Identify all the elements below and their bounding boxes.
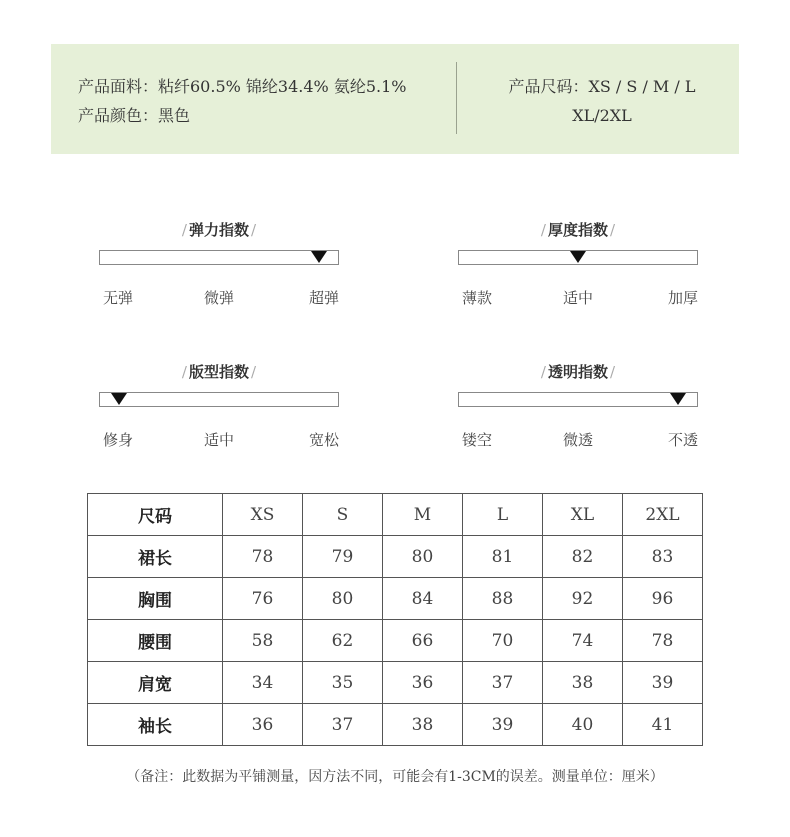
indicator-bar [99, 392, 339, 407]
fabric-text: 产品面料：粘纤60.5% 锦纶34.4% 氨纶5.1% [78, 77, 407, 96]
table-header-cell: 2XL [623, 494, 703, 536]
indicator-label-high: 加厚 [667, 289, 698, 307]
table-header-cell: 尺码 [88, 494, 223, 536]
indicator-title: / 透明指数 / [540, 363, 616, 381]
indicator-marker [311, 251, 327, 263]
table-cell: 88 [463, 578, 543, 620]
table-cell: 76 [223, 578, 303, 620]
table-header-cell: M [383, 494, 463, 536]
indicator-label-low: 薄款 [462, 289, 493, 307]
sizes-text-line1: 产品尺码：XS / S / M / L [508, 77, 696, 96]
table-row-label: 肩宽 [88, 662, 223, 704]
indicator-label-low: 无弹 [103, 289, 134, 307]
table-cell: 74 [543, 620, 623, 662]
indicator-bar [458, 392, 698, 407]
indicator-label-mid: 微弹 [203, 289, 235, 307]
table-row [88, 536, 703, 578]
indicator-label-mid: 适中 [203, 431, 235, 449]
indicator-elasticity [99, 219, 339, 309]
indicator-label-low: 修身 [103, 431, 134, 449]
table-cell: 70 [463, 620, 543, 662]
table-cell: 92 [543, 578, 623, 620]
table-cell: 39 [623, 662, 703, 704]
indicator-title-text: 透明指数 [547, 363, 608, 381]
table-cell: 41 [623, 704, 703, 746]
indicator-title: / 版型指数 / [181, 363, 257, 381]
table-row [88, 578, 703, 620]
indicator-title-text: 版型指数 [188, 363, 249, 381]
indicator-bar [99, 250, 339, 265]
table-cell: 39 [463, 704, 543, 746]
table-row [88, 704, 703, 746]
indicator-label-low: 镂空 [462, 431, 493, 449]
table-cell: 35 [303, 662, 383, 704]
table-cell: 96 [623, 578, 703, 620]
table-cell: 37 [303, 704, 383, 746]
indicator-marker [670, 393, 686, 405]
table-row-label: 袖长 [88, 704, 223, 746]
indicator-label-high: 不透 [667, 431, 698, 449]
table-cell: 34 [223, 662, 303, 704]
indicator-title: / 厚度指数 / [540, 221, 616, 239]
table-header-cell: XS [223, 494, 303, 536]
indicator-labels [99, 429, 339, 449]
indicator-marker [570, 251, 586, 263]
table-row [88, 662, 703, 704]
indicator-label-high: 超弹 [308, 289, 339, 307]
table-cell: 82 [543, 536, 623, 578]
table-cell: 84 [383, 578, 463, 620]
color-text: 产品颜色：黑色 [78, 106, 191, 125]
indicator-label-mid: 微透 [562, 431, 594, 449]
indicator-label-high: 宽松 [308, 431, 339, 449]
table-header-cell: XL [543, 494, 623, 536]
table-cell: 81 [463, 536, 543, 578]
table-header-row [88, 494, 703, 536]
measurement-note: （备注：此数据为平铺测量，因方法不同，可能会有1-3CM的误差。测量单位：厘米） [126, 769, 664, 785]
indicator-label-mid: 适中 [562, 289, 594, 307]
table-cell: 38 [383, 704, 463, 746]
table-cell: 40 [543, 704, 623, 746]
indicator-title: / 弹力指数 / [181, 221, 257, 239]
table-row-label: 腰围 [88, 620, 223, 662]
table-cell: 78 [623, 620, 703, 662]
product-info-right [471, 72, 733, 130]
table-cell: 78 [223, 536, 303, 578]
table-cell: 80 [383, 536, 463, 578]
indicator-title-text: 弹力指数 [188, 221, 249, 239]
table-cell: 66 [383, 620, 463, 662]
table-cell: 37 [463, 662, 543, 704]
table-row-label: 裙长 [88, 536, 223, 578]
indicator-transparency [458, 361, 698, 451]
table-row [88, 620, 703, 662]
table-cell: 80 [303, 578, 383, 620]
indicator-labels [458, 429, 698, 449]
table-cell: 58 [223, 620, 303, 662]
size-table [87, 493, 703, 746]
product-info-left [78, 72, 406, 130]
table-cell: 62 [303, 620, 383, 662]
indicator-fit [99, 361, 339, 451]
indicator-bar [458, 250, 698, 265]
indicator-marker [111, 393, 127, 405]
indicator-labels [458, 287, 698, 307]
table-cell: 83 [623, 536, 703, 578]
table-header-cell: L [463, 494, 543, 536]
table-cell: 79 [303, 536, 383, 578]
table-cell: 36 [223, 704, 303, 746]
table-row-label: 胸围 [88, 578, 223, 620]
indicator-title-text: 厚度指数 [547, 221, 608, 239]
table-header-cell: S [303, 494, 383, 536]
sizes-text-line2: XL/2XL [572, 106, 632, 125]
info-divider [456, 62, 457, 134]
table-cell: 36 [383, 662, 463, 704]
product-info-panel [51, 44, 739, 154]
indicator-thickness [458, 219, 698, 309]
table-cell: 38 [543, 662, 623, 704]
indicator-labels [99, 287, 339, 307]
